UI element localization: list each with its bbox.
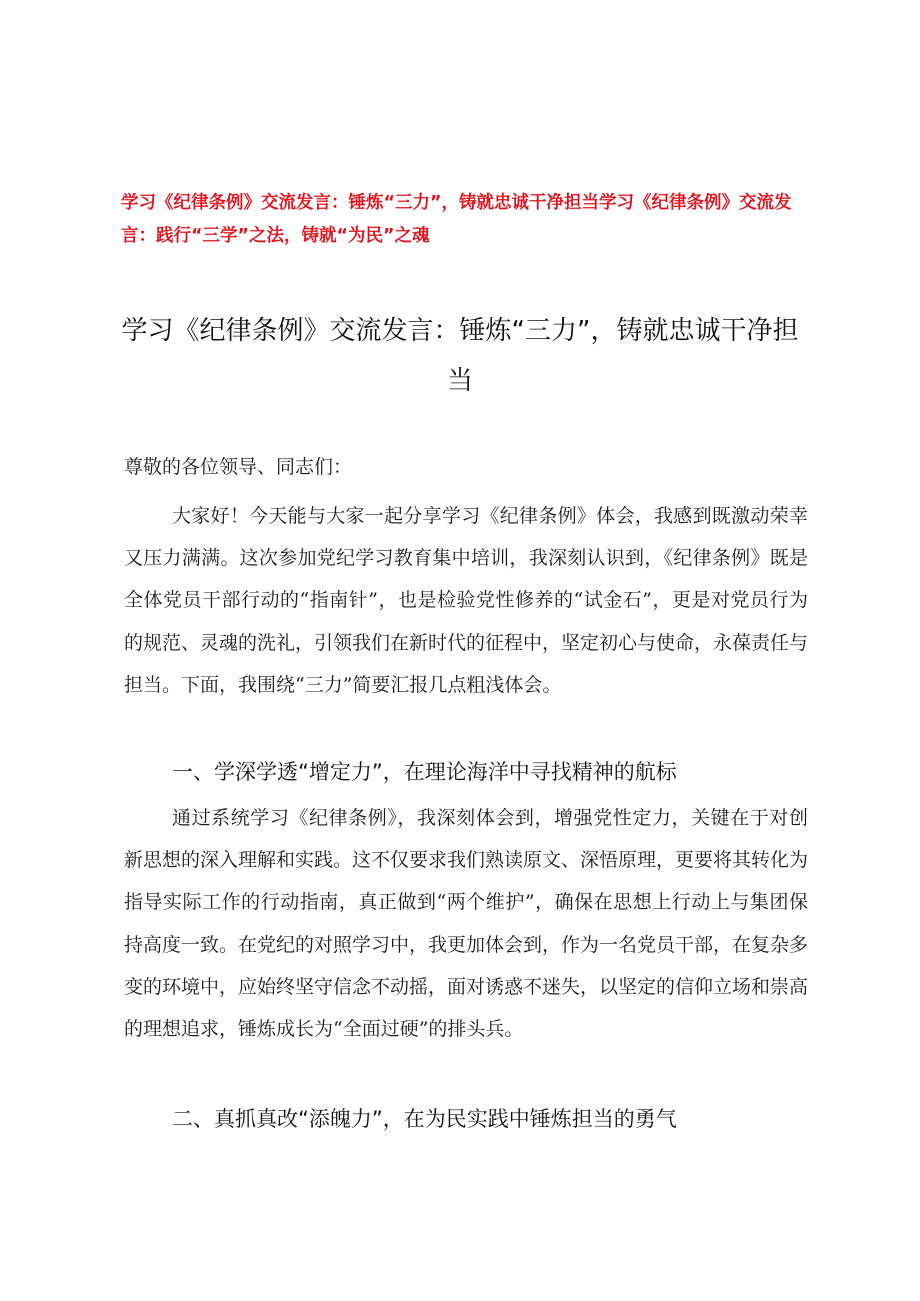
section-heading-2: 二、真抓真改“添魄力”，在为民实践中锤炼担当的勇气 — [172, 1107, 677, 1131]
document-title: 学习《纪律条例》交流发言：锤炼“三力”，铸就忠诚干净担当 — [121, 316, 799, 396]
paragraph-section-1: 通过系统学习《纪律条例》，我深刻体会到，增强党性定力，关键在于对创新思想的深入理解和实践。这不仅要求我们熟读原文、深悟原理，更要将其转化为指导实际工作的行动指南，真正做到“两个维护”，确保在思想上行动上与集团保持高度一致。在党纪的对照学习中，我更加体会到，作为一名党员干部，在复杂多变的环境中，应始终坚守信念不动摇，面对诱惑不迷失，以坚定的信仰立场和崇高的理想追求，锤炼成长为“全面过硬”的排头兵。 — [124, 807, 809, 1041]
salutation: 尊敬的各位领导、同志们： — [124, 456, 353, 478]
red-header-banner: 学习《纪律条例》交流发言：锤炼“三力”，铸就忠诚干净担当学习《纪律条例》交流发言：践行“三学”之法，铸就“为民”之魂 — [121, 193, 792, 246]
paragraph-intro: 大家好！今天能与大家一起分享学习《纪律条例》体会，我感到既激动荣幸又压力满满。这次参加党纪学习教育集中培训，我深刻认识到，《纪律条例》既是全体党员干部行动的“指南针”，也是检验党性修养的“试金石”，更是对党员行为的规范、灵魂的洗礼，引领我们在新时代的征程中，坚定初心与使命，永葆责任与担当。下面，我围绕“三力”简要汇报几点粗浅体会。 — [124, 505, 809, 696]
section-heading-1: 一、学深学透“增定力”，在理论海洋中寻找精神的航标 — [172, 760, 677, 784]
